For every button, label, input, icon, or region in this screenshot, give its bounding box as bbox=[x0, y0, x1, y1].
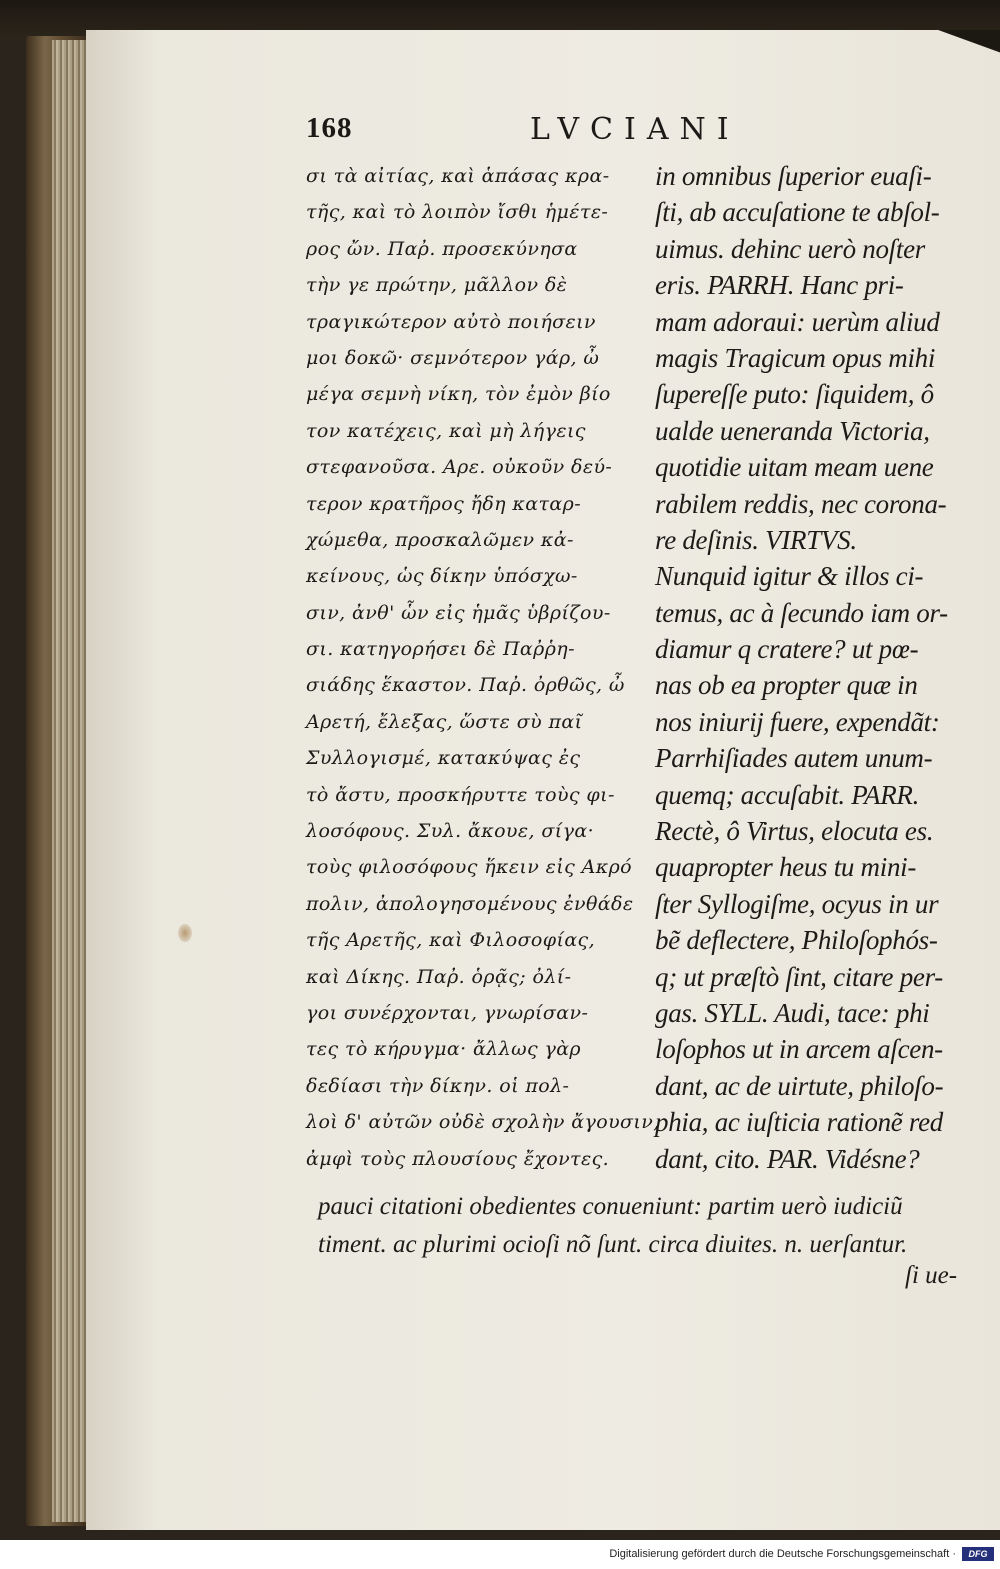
greek-text-line: σιάδης ἕκαστον. Παῤ. ὀρθῶς, ὦ bbox=[306, 674, 625, 697]
greek-text-line: τραγικώτερον αὐτὸ ποιήσειν bbox=[306, 310, 596, 333]
latin-text-line: quemq; accuſabit. PARR. bbox=[655, 779, 920, 810]
greek-text-line: τὸ ἄστυ, προσκήρυττε τοὺς φι- bbox=[306, 783, 615, 806]
page-edges bbox=[52, 40, 88, 1522]
greek-text-line: μοι δοκῶ· σεμνότερον γάρ, ὦ bbox=[306, 346, 600, 369]
latin-text-line: nas ob ea propter quæ in bbox=[655, 670, 918, 701]
latin-text-line: bẽ deflectere, Philoſophós- bbox=[655, 925, 938, 956]
greek-text-line: τῆς Αρετῆς, καὶ Φιλοσοφίας, bbox=[306, 929, 596, 952]
latin-text-line: phia, ac iuſticia rationẽ red bbox=[655, 1107, 944, 1138]
greek-text-line: Αρετή, ἔλεξας, ὥστε σὺ παῖ bbox=[306, 710, 583, 733]
greek-text-line: τερον κρατῆρος ἤδη καταρ- bbox=[306, 492, 582, 515]
catchword: ſi ue- bbox=[905, 1262, 958, 1289]
latin-text-line: quotidie uitam meam uene bbox=[655, 452, 934, 483]
footer-bar bbox=[0, 1540, 1000, 1569]
bottom-paragraph bbox=[318, 1188, 998, 1264]
latin-column bbox=[655, 158, 965, 1177]
greek-text-line: σιν, ἀνθ' ὧν εἰς ἡμᾶς ὑβρίζου- bbox=[306, 601, 611, 624]
greek-text-line: τὴν γε πρώτην, μᾶλλον δὲ bbox=[306, 274, 568, 297]
latin-text-line: Rectè, ô Virtus, elocuta es. bbox=[655, 816, 934, 847]
greek-column bbox=[306, 158, 660, 1177]
running-head bbox=[0, 112, 1000, 156]
footer-credit: Digitalisierung gefördert durch die Deutsche Forschungsgemeinschaft · bbox=[609, 1548, 956, 1560]
dfg-logo: DFG bbox=[962, 1547, 994, 1561]
latin-text-line: nos iniurij fuere, expendãt: bbox=[655, 706, 940, 737]
latin-text-line: dant, ac de uirtute, philoſo- bbox=[655, 1070, 944, 1101]
greek-text-line: στεφανοῦσα. Αρε. οὐκοῦν δεύ- bbox=[306, 456, 613, 479]
latin-text-line: rabilem reddis, nec corona- bbox=[655, 488, 947, 519]
greek-text-line: τῆς, καὶ τὸ λοιπὸν ἴσθι ἡμέτε- bbox=[306, 201, 609, 224]
latin-text-line: uimus. dehinc uerò noſter bbox=[655, 233, 925, 264]
latin-text-line: gas. SYLL. Audi, tace: phi bbox=[655, 997, 930, 1028]
latin-text-line: eris. PARRH. Hanc pri- bbox=[655, 270, 904, 301]
latin-text-line: temus, ac à ſecundo iam or- bbox=[655, 597, 948, 628]
greek-text-line: γοι συνέρχονται, γνωρίσαν- bbox=[306, 1001, 589, 1024]
greek-text-line: λοσόφους. Συλ. ἄκουε, σίγα· bbox=[306, 820, 595, 843]
latin-text-line: ſupereſſe puto: ſiquidem, ô bbox=[655, 379, 934, 410]
greek-text-line: κείνους, ὡς δίκην ὑπόσχω- bbox=[306, 565, 578, 588]
greek-text-line: καὶ Δίκης. Παῤ. ὁρᾷς; ὀλί- bbox=[306, 965, 572, 988]
latin-text-line: quapropter heus tu mini- bbox=[655, 852, 917, 883]
page-number: 168 bbox=[306, 112, 353, 144]
greek-text-line: δεδίασι τὴν δίκην. οἱ πολ- bbox=[306, 1074, 570, 1097]
bottom-text-line: timent. ac plurimi ocioſi nõ ſunt. circa diuites. n. uerſantur. bbox=[318, 1231, 908, 1258]
latin-text-line: q; ut præſtò ſint, citare per- bbox=[655, 961, 943, 992]
latin-text-line: dant, cito. PAR. Vidésne? bbox=[655, 1143, 920, 1174]
latin-text-line: re deſinis. VIRTVS. bbox=[655, 524, 857, 555]
latin-text-line: magis Tragicum opus mihi bbox=[655, 342, 936, 373]
page-corner bbox=[930, 30, 1000, 60]
greek-text-line: τοὺς φιλοσόφους ἥκειν εἰς Ακρό bbox=[306, 856, 632, 879]
running-title: LVCIANI bbox=[530, 112, 740, 147]
latin-text-line: ſti, ab accuſatione te abſol- bbox=[655, 197, 940, 228]
bottom-text-line: pauci citationi obedientes conueniunt: partim uerò iudiciũ bbox=[318, 1193, 903, 1220]
greek-text-line: μέγα σεμνὴ νίκη, τὸν ἐμὸν βίο bbox=[306, 383, 611, 406]
greek-text-line: ρος ὤν. Παῤ. προσεκύνησα bbox=[306, 237, 578, 260]
latin-text-line: ualde ueneranda Victoria, bbox=[655, 415, 930, 446]
greek-text-line: σι τὰ αἰτίας, καὶ ἁπάσας κρα- bbox=[306, 165, 610, 187]
greek-text-line: πολιν, ἀπολογησομένους ἐνθάδε bbox=[306, 892, 634, 915]
latin-text-line: ſter Syllogiſme, ocyus in ur bbox=[655, 888, 939, 919]
greek-text-line: χώμεθα, προσκαλῶμεν κἀ- bbox=[306, 528, 574, 551]
latin-text-line: Nunquid igitur & illos ci- bbox=[655, 561, 924, 592]
paper-stain bbox=[178, 924, 192, 942]
greek-text-line: τες τὸ κήρυγμα· ἄλλως γὰρ bbox=[306, 1038, 581, 1061]
greek-text-line: ἀμφὶ τοὺς πλουσίους ἔχοντες. bbox=[306, 1147, 610, 1170]
greek-text-line: τον κατέχεις, καὶ μὴ λήγεις bbox=[306, 419, 586, 442]
latin-text-line: in omnibus ſuperior euaſi- bbox=[655, 161, 932, 191]
latin-text-line: Parrhiſiades autem unum- bbox=[655, 743, 933, 774]
latin-text-line: diamur q cratere? ut pœ- bbox=[655, 634, 919, 665]
greek-text-line: σι. κατηγορήσει δὲ Παῤῥη- bbox=[306, 638, 575, 661]
greek-text-line: Συλλογισμέ, κατακύψας ἐς bbox=[306, 747, 581, 770]
latin-text-line: loſophos ut in arcem aſcen- bbox=[655, 1034, 943, 1065]
greek-text-line: λοὶ δ' αὐτῶν οὐδὲ σχολὴν ἄγουσιν, bbox=[306, 1111, 660, 1134]
latin-text-line: mam adoraui: uerùm aliud bbox=[655, 306, 940, 337]
